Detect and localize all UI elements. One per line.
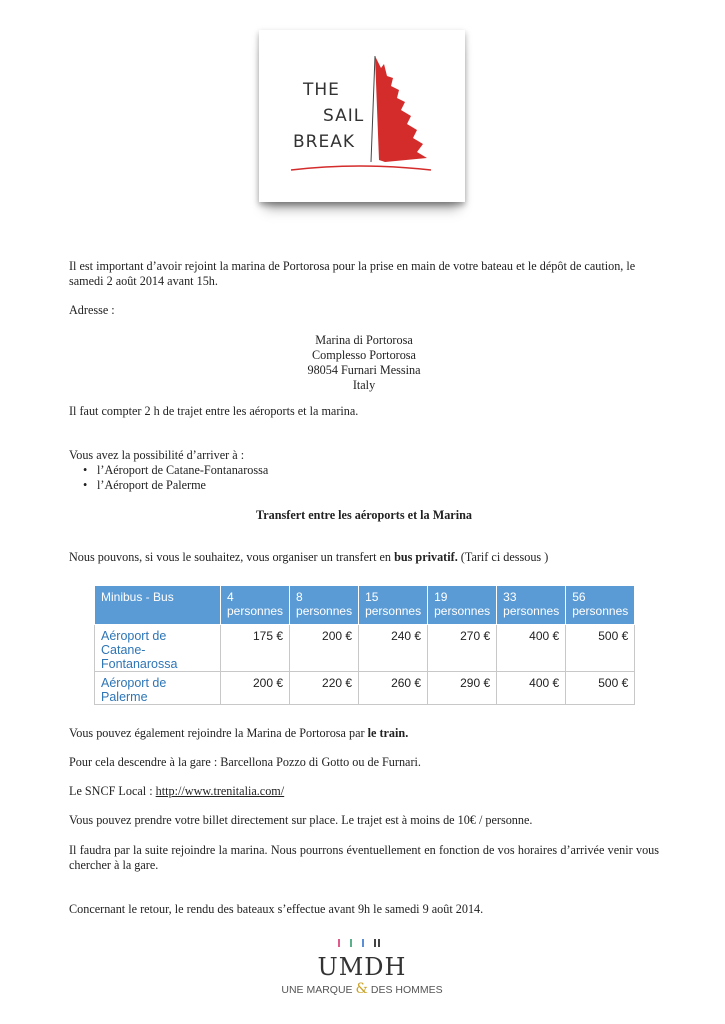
table-cell-price: 500 € xyxy=(566,625,635,672)
table-cell-price: 220 € xyxy=(290,672,359,705)
sail-icon xyxy=(289,50,439,180)
list-item: • l’Aéroport de Palerme xyxy=(69,478,659,493)
train-text-start: Vous pouvez également rejoindre la Marina de Portorosa par xyxy=(69,726,368,740)
train-paragraph xyxy=(69,726,659,741)
brand-name: UMDH xyxy=(317,953,407,981)
ticket-text: Vous pouvez prendre votre billet directement sur place. Le trajet est à moins de 10€ / personne. xyxy=(69,813,533,827)
tagline-end: DES HOMMES xyxy=(367,984,443,996)
table-header: 4 personnes xyxy=(221,586,290,625)
travel-time-text: Il faut compter 2 h de trajet entre les aéroports et la marina. xyxy=(69,404,359,418)
table-cell-price: 500 € xyxy=(566,672,635,705)
airport-list xyxy=(69,463,659,493)
table-cell-price: 240 € xyxy=(359,625,428,672)
table-cell-price: 270 € xyxy=(428,625,497,672)
trenitalia-link[interactable]: http://www.trenitalia.com/ xyxy=(155,784,285,798)
marina-text: Il faudra par la suite rejoindre la marina. Nous pourrons éventuellement en fonction de vos horaires d’arrivée venir vous chercher à la gare. xyxy=(69,843,659,872)
table-cell-price: 400 € xyxy=(497,625,566,672)
table-row xyxy=(95,625,635,672)
sncf-paragraph xyxy=(69,784,659,799)
table-header: 56 personnes xyxy=(566,586,635,625)
umdh-logo xyxy=(262,935,462,997)
table-cell-airport: Aéroport de Catane-Fontanarossa xyxy=(95,625,221,672)
sncf-label: Le SNCF Local : xyxy=(69,784,156,798)
transfer-text-start: Nous pouvons, si vous le souhaitez, vous organiser un transfert en xyxy=(69,550,395,564)
table-header: 15 personnes xyxy=(359,586,428,625)
intro-paragraph: Il est important d’avoir rejoint la marina de Portorosa pour la prise en main de votre bateau et le dépôt de caution, le samedi 2 août 2014 avant 15h. xyxy=(69,259,636,288)
table-cell-price: 200 € xyxy=(221,672,290,705)
transfer-paragraph xyxy=(69,550,659,565)
address-line: Italy xyxy=(352,378,376,392)
sail-break-logo xyxy=(259,30,465,202)
table-cell-price: 175 € xyxy=(221,625,290,672)
table-header: 33 personnes xyxy=(497,586,566,625)
address-block xyxy=(69,333,659,393)
transfer-heading: Transfert entre les aéroports et la Marina xyxy=(256,508,472,522)
transfer-text-bold: bus privatif. xyxy=(394,550,458,564)
address-line: Complesso Portorosa xyxy=(312,348,416,362)
table-header: 8 personnes xyxy=(290,586,359,625)
logo-line-2: SAIL xyxy=(323,106,365,126)
ampersand-mark: & xyxy=(355,981,368,997)
transfer-text-end: (Tarif ci dessous ) xyxy=(457,550,549,564)
tagline-start: UNE MARQUE xyxy=(281,984,356,996)
table-cell-price: 400 € xyxy=(497,672,566,705)
return-text: Concernant le retour, le rendu des bateaux s’effectue avant 9h le samedi 9 août 2014. xyxy=(69,902,484,916)
address-line: Marina di Portorosa xyxy=(315,333,413,347)
table-header: 19 personnes xyxy=(428,586,497,625)
arrival-intro: Vous avez la possibilité d’arriver à : xyxy=(69,448,245,462)
station-text: Pour cela descendre à la gare : Barcellona Pozzo di Gotto ou de Furnari. xyxy=(69,755,421,769)
address-label: Adresse : xyxy=(69,303,115,317)
address-line: 98054 Furnari Messina xyxy=(307,363,421,377)
transfer-price-table xyxy=(94,585,635,705)
table-cell-price: 200 € xyxy=(290,625,359,672)
logo-line-3: BREAK xyxy=(293,132,355,152)
table-cell-price: 290 € xyxy=(428,672,497,705)
list-item: • l’Aéroport de Catane-Fontanarossa xyxy=(69,463,659,478)
table-header-row xyxy=(95,586,635,625)
brand-tagline xyxy=(262,981,462,997)
logo-line-1: THE xyxy=(303,80,340,100)
table-cell-airport: Aéroport de Palerme xyxy=(95,672,221,705)
table-row xyxy=(95,672,635,705)
train-text-bold: le train. xyxy=(367,726,409,740)
table-header: Minibus - Bus xyxy=(95,586,221,625)
color-bars-icon xyxy=(332,938,392,948)
table-cell-price: 260 € xyxy=(359,672,428,705)
